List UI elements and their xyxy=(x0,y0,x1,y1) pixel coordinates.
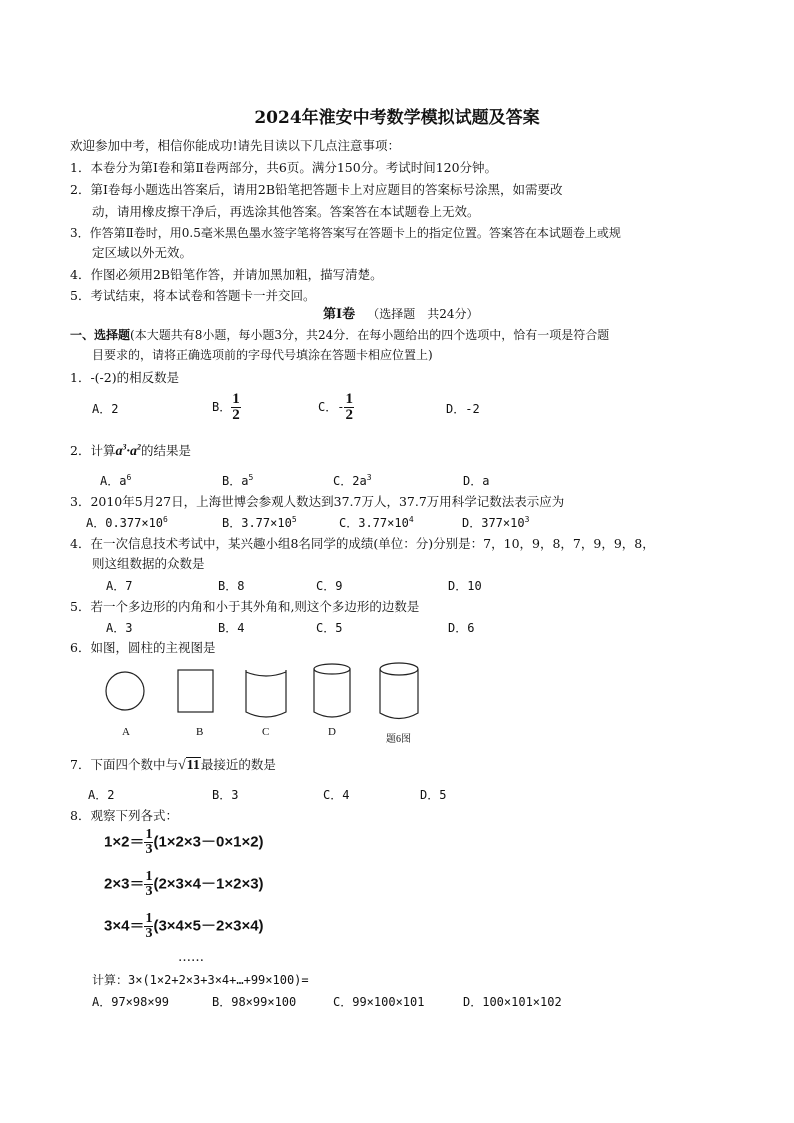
q2-dot: · xyxy=(126,444,130,459)
q2-exp1: 3 xyxy=(122,442,127,452)
frac-den: 3 xyxy=(145,926,153,941)
q2-a-sup: 6 xyxy=(126,473,132,482)
q8-option-b: B．98×99×100 xyxy=(212,995,297,1009)
q8-eq-3 xyxy=(104,912,264,941)
q5-stem: 5．若一个多边形的内角和小于其外角和,则这个多边形的边数是 xyxy=(70,599,420,614)
q8-eq2-rhs: (2×3×4－1×2×3) xyxy=(153,875,264,893)
q4-option-d: D．10 xyxy=(448,579,482,593)
section-heading xyxy=(323,306,479,323)
frac-den: 2 xyxy=(232,407,240,423)
frac-den: 2 xyxy=(345,407,353,423)
note-3: 3．作答第Ⅱ卷时，用0.5毫米黑色墨水签字笔将答案写在答题卡上的指定位置。答案答在本试题卷上或规 xyxy=(70,226,621,240)
frac-num: 1 xyxy=(232,391,240,407)
section-title: 第Ⅰ卷 xyxy=(323,307,356,322)
q6-label-c: C xyxy=(262,726,270,738)
q3-d-text: D．377×10 xyxy=(462,516,525,530)
q7-stem-pre: 7．下面四个数中与 xyxy=(70,757,178,772)
q2-b-text: B．a xyxy=(222,474,249,488)
q1-option-a: A．2 xyxy=(92,402,119,416)
q1-stem: 1．-(-2)的相反数是 xyxy=(70,370,180,385)
q7-radicand: 11 xyxy=(186,758,200,773)
q3-d-sup: 3 xyxy=(524,515,530,524)
q5-option-a: A．3 xyxy=(106,621,133,635)
q3-option-d xyxy=(462,515,529,531)
q8-option-a: A．97×98×99 xyxy=(92,995,170,1009)
q5-option-d: D．6 xyxy=(448,621,475,635)
q5-option-b: B．4 xyxy=(218,621,245,635)
q8-eq3-rhs: (3×4×5－2×3×4) xyxy=(153,917,264,935)
part1-desc2: 目要求的，请将正确选项前的字母代号填涂在答题卡相应位置上) xyxy=(92,348,433,362)
note-2-cont: 动，请用橡皮擦干净后，再选涂其他答案。答案答在本试题卷上无效。 xyxy=(92,204,480,219)
q2-option-a xyxy=(100,473,131,489)
q4-option-b: B．8 xyxy=(218,579,245,593)
q2-option-b xyxy=(222,473,253,489)
q2-option-d: D．a xyxy=(463,474,490,488)
q8-dots: …… xyxy=(178,950,204,965)
q4-option-c: C．9 xyxy=(316,579,343,593)
frac-num: 1 xyxy=(145,911,153,926)
q4-stem: 4．在一次信息技术考试中，某兴趣小组8名同学的成绩(单位：分)分别是：7，10，9，8，7，9，9，8， xyxy=(70,536,655,551)
q7-option-a: A．2 xyxy=(88,788,115,802)
section-subtitle: （选择题 共24分） xyxy=(367,307,479,321)
frac-num: 1 xyxy=(345,391,353,407)
q8-eq3-lhs: 3×4＝ xyxy=(104,917,145,935)
q8-eq-1 xyxy=(104,828,264,857)
q2-expr xyxy=(115,444,141,459)
q1-option-d: D．-2 xyxy=(446,402,480,416)
q1-option-c xyxy=(318,392,354,423)
q3-option-c xyxy=(339,515,414,531)
intro-text: 欢迎参加中考，相信你能成功!请先目读以下几点注意事项： xyxy=(70,138,401,153)
q6-stem: 6．如图，圆柱的主视图是 xyxy=(70,640,216,655)
q3-option-b xyxy=(222,515,297,531)
option-c-open-cylinder-shape xyxy=(246,670,286,717)
q1-option-c-label: C．- xyxy=(318,400,345,414)
note-3-cont: 定区域以外无效。 xyxy=(92,245,193,260)
q2-c-text: C．2a xyxy=(333,474,367,488)
q3-b-sup: 5 xyxy=(291,515,297,524)
q3-c-text: C．3.77×10 xyxy=(339,516,409,530)
q1-c-fraction xyxy=(344,392,354,423)
q5-option-c: C．5 xyxy=(316,621,343,635)
part1-head: 一、选择题 xyxy=(70,328,131,342)
frac-den: 3 xyxy=(145,842,153,857)
note-1: 1．本卷分为第Ⅰ卷和第Ⅱ卷两部分，共6页。满分150分。考试时间120分钟。 xyxy=(70,160,498,175)
q2-b-sup: 5 xyxy=(248,473,254,482)
q8-eq2-lhs: 2×3＝ xyxy=(104,875,145,893)
q8-option-d: D．100×101×102 xyxy=(463,995,562,1009)
option-d-cylinder-shape xyxy=(314,664,350,717)
figure-cylinder-3d-shape xyxy=(380,663,418,719)
q2-exp2: 2 xyxy=(136,442,141,452)
q3-b-text: B．3.77×10 xyxy=(222,516,292,530)
q2-var2: a xyxy=(129,444,137,459)
part1-desc1: (本大题共有8小题，每小题3分，共24分．在每小题给出的四个选项中，恰有一项是符合题 xyxy=(130,328,610,342)
q8-eq1-lhs: 1×2＝ xyxy=(104,833,145,851)
q2-var: a xyxy=(115,444,123,459)
frac-num: 1 xyxy=(145,869,153,884)
q3-stem: 3．2010年5月27日，上海世博会参观人数达到37.7万人，37.7万用科学记数法表示应为 xyxy=(70,494,565,509)
q2-c-sup: 3 xyxy=(366,473,372,482)
q8-stem: 8．观察下列各式： xyxy=(70,808,178,823)
q3-option-a xyxy=(86,515,168,531)
q1-option-b xyxy=(212,392,241,423)
q6-label-a: A xyxy=(122,726,130,738)
note-5: 5．考试结束，将本试卷和答题卡一并交回。 xyxy=(70,288,316,303)
q6-label-b: B xyxy=(196,726,204,738)
q7-stem xyxy=(70,757,276,774)
q7-option-c: C．4 xyxy=(323,788,350,802)
q4-option-a: A．7 xyxy=(106,579,133,593)
option-a-circle-shape xyxy=(106,672,144,710)
page-title: 2024年淮安中考数学模拟试题及答案 xyxy=(254,108,540,128)
q7-option-d: D．5 xyxy=(420,788,447,802)
q2-option-c xyxy=(333,473,372,489)
q2-stem-pre: 2．计算 xyxy=(70,443,116,458)
part1-desc xyxy=(70,327,609,343)
note-4: 4．作图必须用2B铅笔作答，并请加黑加粗，描写清楚。 xyxy=(70,267,383,282)
q7-option-b: B．3 xyxy=(212,788,239,802)
option-b-square-shape xyxy=(178,670,213,712)
q8-eq-2 xyxy=(104,870,264,899)
note-2: 2．第Ⅰ卷每小题选出答案后，请用2B铅笔把答题卡上对应题目的答案标号涂黑，如需要改 xyxy=(70,182,563,197)
q3-a-sup: 6 xyxy=(163,515,168,524)
q3-c-sup: 4 xyxy=(408,515,414,524)
q4-stem-cont: 则这组数据的众数是 xyxy=(92,556,205,571)
q7-stem-post: 最接近的数是 xyxy=(200,757,276,772)
q2-a-text: A．a xyxy=(100,474,127,488)
q2-stem xyxy=(70,443,191,460)
q8-calc: 计算：3×(1×2+2×3+3×4+…+99×100)= xyxy=(92,973,309,987)
frac-den: 3 xyxy=(145,884,153,899)
q7-sqrt: √11 xyxy=(177,758,200,773)
q6-label-d: D xyxy=(328,726,336,738)
q8-option-c: C．99×100×101 xyxy=(333,995,425,1009)
q2-stem-post: 的结果是 xyxy=(140,443,191,458)
q6-caption: 题6图 xyxy=(386,734,411,745)
frac-num: 1 xyxy=(145,827,153,842)
q1-b-fraction xyxy=(231,392,241,423)
q1-option-b-label: B． xyxy=(212,400,232,414)
q8-eq1-rhs: (1×2×3－0×1×2) xyxy=(153,833,264,851)
q3-a-text: A．0.377×10 xyxy=(86,516,164,530)
